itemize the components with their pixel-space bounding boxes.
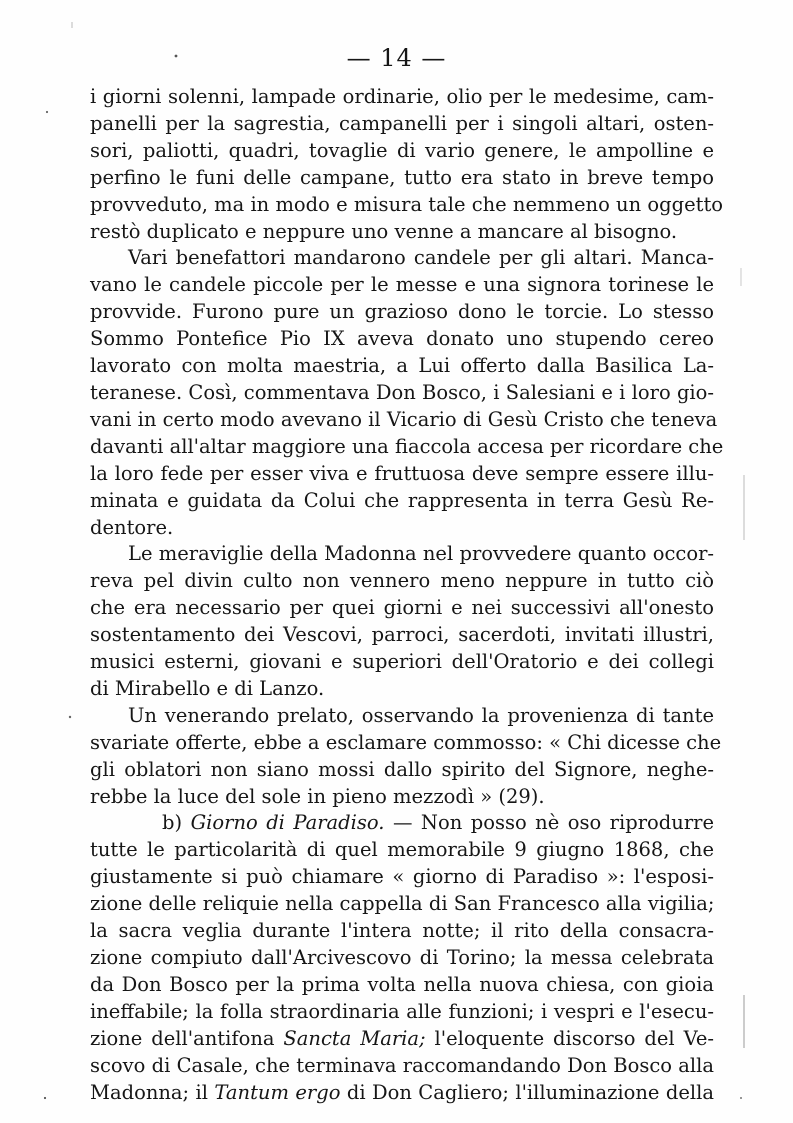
text-line: Le meraviglie della Madonna nel provvedere quanto occor- — [128, 542, 714, 566]
text-line: lavorato con molta maestria, a Lui offerto dalla Basilica La- — [90, 354, 714, 378]
section-heading: Giorno di Paradiso. — [190, 811, 385, 835]
text-line: perfino le funi delle campane, tutto era stato in breve tempo — [90, 165, 714, 189]
text-line: la sacra veglia durante l'intera notte; il rito della consacra- — [90, 919, 714, 943]
paragraph-3 — [90, 541, 714, 702]
text-line — [90, 810, 714, 837]
text-line: vano le candele piccole per le messe e una signora torinese le — [90, 273, 714, 297]
text-line: minata e guidata da Colui che rappresenta in terra Gesù Re- — [90, 488, 714, 512]
text-line: panelli per la sagrestia, campanelli per i singoli altari, osten- — [90, 111, 714, 135]
text-line: provvide. Furono pure un grazioso dono le torcie. Lo stesso — [90, 300, 714, 324]
text-line: teranese. Così, commentava Don Bosco, i Salesiani e i loro gio- — [90, 380, 714, 404]
italic-title: Tantum ergo — [214, 1080, 341, 1104]
text-line: Un venerando prelato, osservando la provenienza di tante — [128, 703, 714, 727]
page-number: — 14 — — [346, 44, 447, 72]
text-line: zione delle reliquie nella cappella di San Francesco alla vigilia; — [90, 892, 715, 916]
section-label: b) — [162, 811, 183, 835]
paragraph-1 — [90, 84, 724, 245]
text-run: — Non posso nè oso riprodurre — [384, 811, 714, 835]
text-line: la loro fede per esser viva e fruttuosa deve sempre essere illu- — [90, 461, 714, 485]
text-line: vani in certo modo avevano il Vicario di Gesù Cristo che teneva — [90, 407, 718, 431]
text-line: rebbe la luce del sole in pieno mezzodì » (29). — [90, 784, 545, 808]
text-line: restò duplicato e neppure uno venne a mancare al bisogno. — [90, 219, 678, 243]
paragraph-5 — [90, 810, 714, 1106]
text-line: scovo di Casale, che terminava raccomandando Don Bosco alla — [90, 1053, 714, 1077]
paragraph-2 — [90, 245, 724, 541]
text-line: sostentamento dei Vescovi, parroci, sacerdoti, invitati illustri, — [90, 623, 714, 647]
text-line: ineffabile; la folla straordinaria alle funzioni; i vespri e l'esecu- — [90, 999, 714, 1023]
text-run: zione dell'antifona — [90, 1026, 284, 1050]
text-run: di Don Cagliero; l'illuminazione della — [340, 1080, 714, 1104]
text-line: zione compiuto dall'Arcivescovo di Torino; la messa celebrata — [90, 946, 714, 969]
text-run: Madonna; il — [90, 1080, 215, 1104]
paragraph-4 — [90, 703, 722, 811]
text-line: gli oblatori non siano mossi dallo spirito del Signore, neghe- — [90, 757, 714, 781]
body-text — [90, 84, 724, 1106]
text-line: da Don Bosco per la prima volta nella nuova chiesa, con gioia — [90, 972, 714, 996]
text-line: che era necessario per quei giorni e nei successivi all'onesto — [90, 596, 714, 620]
text-line: davanti all'altar maggiore una fiaccola accesa per ricordare che — [90, 434, 724, 458]
text-line — [90, 1080, 714, 1107]
text-line: provveduto, ma in modo e misura tale che nemmeno un oggetto — [90, 192, 724, 216]
text-line: dentore. — [90, 515, 174, 539]
text-line: reva pel divin culto non vennero meno neppure in tutto ciò — [90, 569, 714, 593]
text-line — [90, 1026, 714, 1053]
text-line: musici esterni, giovani e superiori dell'Oratorio e dei collegi — [90, 650, 714, 674]
text-line: Vari benefattori mandarono candele per gli altari. Manca- — [128, 246, 714, 270]
text-line: i giorni solenni, lampade ordinarie, olio per le medesime, cam- — [90, 85, 714, 108]
text-line: svariate offerte, ebbe a esclamare commosso: « Chi dicesse che — [90, 730, 722, 754]
text-line: giustamente si può chiamare « giorno di Paradiso »: l'esposi- — [90, 865, 714, 889]
italic-title: Sancta Maria; — [283, 1026, 426, 1050]
text-run: l'eloquente discorso del Ve- — [425, 1026, 714, 1050]
text-line: sori, paliotti, quadri, tovaglie di vario genere, le ampolline e — [90, 138, 714, 162]
text-line: di Mirabello e di Lanzo. — [90, 676, 325, 700]
text-line: tutte le particolarità di quel memorabile 9 giugno 1868, che — [90, 838, 714, 862]
text-line: Sommo Pontefice Pio IX aveva donato uno stupendo cereo — [90, 327, 714, 351]
